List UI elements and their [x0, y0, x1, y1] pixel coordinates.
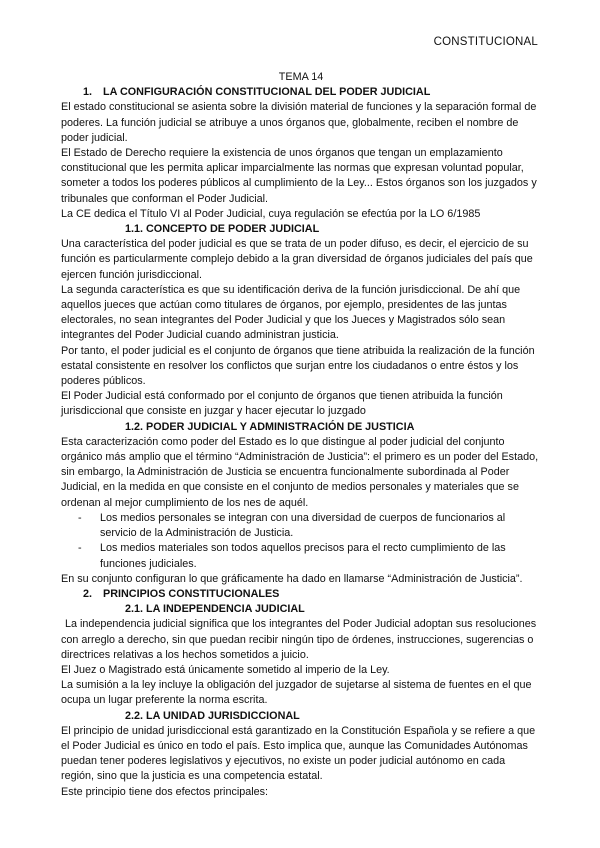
paragraph: El principio de unidad jurisdiccional está garantizado en la Constitución Española y se refiere a que el Poder Judicial es único en todo el país. Esto implica que, aunque las Comunidades Autónomas puedan tener poderes legislativos y ejecutivos, no existe un poder judicial autónomo en cada región, sino que la justicia es una competencia estatal.	[61, 724, 536, 783]
subsection-heading-2-2: 2.2. LA UNIDAD JURISDICCIONAL	[125, 709, 300, 722]
paragraph: La independencia judicial significa que los integrantes del Poder Judicial adoptan sus resoluciones con arreglo a derecho, sin que puedan recibir ningún tipo de órdenes, instrucciones, sugerencias o directrices relativas a los hechos sometidos a juicio.	[61, 618, 537, 661]
paragraph: El Poder Judicial está conformado por el conjunto de órganos que tienen atribuida la función jurisdiccional que consiste en juzgar y hacer ejecutar lo juzgado	[61, 390, 503, 418]
paragraph: En su conjunto configuran lo que gráficamente ha dado en llamarse “Administración de Justicia”.	[61, 572, 523, 585]
list-item-text: Los medios materiales son todos aquellos precisos para el recto cumplimiento de las funciones judiciales.	[100, 542, 506, 570]
paragraph: Esta caracterización como poder del Estado es lo que distingue al poder judicial del conjunto orgánico más amplio que el término “Administración de Justicia”: el primero es un poder del Estado, sin embargo, la Administración de Justicia se encuentra funcionalmente subordinada al Poder Judicial, en la medida en que consiste en el conjunto de medios personales y materiales que se ordenan al mejor cumplimiento de los nes de aquél.	[61, 435, 539, 509]
list-item	[61, 511, 541, 541]
paragraph: Una característica del poder judicial es que se trata de un poder difuso, es decir, el ejercicio de su función es particularmente complejo debido a la gran diversidad de órganos judiciales del país que ejercen función jurisdiccional.	[61, 238, 533, 281]
section-number: 2.	[83, 587, 93, 600]
paragraph: La CE dedica el Título VI al Poder Judicial, cuya regulación se efectúa por la LO 6/1985	[61, 207, 481, 220]
paragraph: La segunda característica es que su identificación deriva de la función jurisdiccional. De ahí que aquellos jueces que actúan como titulares de órganos, por ejemplo, presidentes de las juntas electorales, no sean integrantes del Poder Judicial y que los Jueces y Magistrados sólo sean integrantes del Poder Judicial cuando administran justicia.	[61, 283, 521, 342]
paragraph: Por tanto, el poder judicial es el conjunto de órganos que tiene atribuida la realización de la función estatal consistente en resolver los conflictos que surjan entre los ciudadanos o entre éstos y los poderes públicos.	[61, 344, 535, 388]
paragraph: El estado constitucional se asienta sobre la división material de funciones y la separación formal de poderes. La función judicial se atribuye a unos órganos que, globalmente, reciben el nombre de poder judicial.	[61, 101, 537, 144]
subsection-heading-2-1: 2.1. LA INDEPENDENCIA JUDICIAL	[125, 603, 305, 616]
paragraph: Este principio tiene dos efectos principales:	[61, 785, 269, 798]
bullet-list	[61, 511, 541, 572]
subsection-heading-1-2: 1.2. PODER JUDICIAL Y ADMINISTRACIÓN DE JUSTICIA	[125, 420, 415, 433]
topic-number: TEMA 14	[278, 71, 324, 83]
list-item-text: Los medios personales se integran con una diversidad de cuerpos de funcionarios al servicio de la Administración de Justicia.	[100, 511, 506, 540]
running-header: CONSTITUCIONAL	[433, 36, 538, 48]
paragraph: El Juez o Magistrado está únicamente sometido al imperio de la Ley.	[61, 663, 390, 676]
section-heading-1	[83, 85, 541, 100]
list-item	[61, 541, 541, 571]
paragraph: El Estado de Derecho requiere la existencia de unos órganos que tengan un emplazamiento constitucional que les permita aplicar imparcialmente las normas que expresan voluntad popular, someter a todos los poderes públicos al cumplimiento de la Ley... Estos órganos son los juzgados y tribunales que conforman el Poder Judicial.	[61, 147, 537, 205]
document-body	[61, 70, 541, 800]
section-title: LA CONFIGURACIÓN CONSTITUCIONAL DEL PODER JUDICIAL	[103, 86, 431, 99]
dash-bullet: -	[78, 511, 82, 524]
section-heading-2	[83, 587, 541, 602]
subsection-heading-1-1: 1.1. CONCEPTO DE PODER JUDICIAL	[125, 223, 320, 236]
dash-bullet: -	[78, 542, 82, 555]
section-title: PRINCIPIOS CONSTITUCIONALES	[103, 587, 280, 600]
paragraph: La sumisión a la ley incluye la obligación del juzgador de sujetarse al sistema de fuentes en el que ocupa un lugar preferente la norma escrita.	[61, 679, 532, 707]
section-number: 1.	[83, 86, 93, 99]
